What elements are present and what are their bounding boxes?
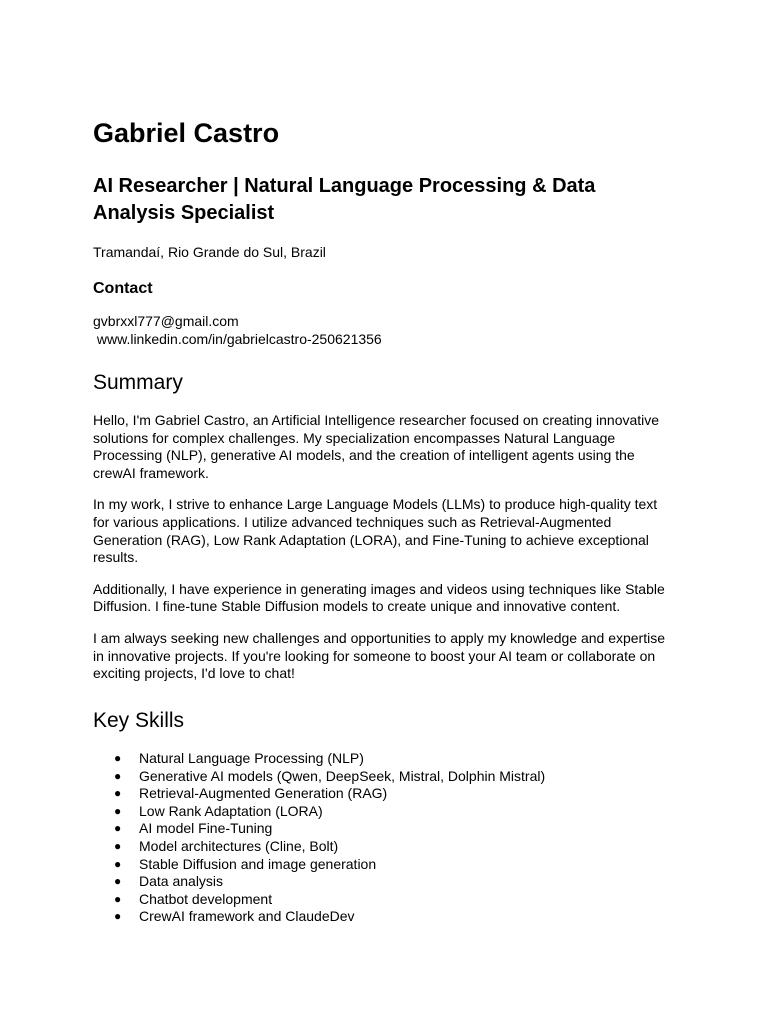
- bullet-icon: ●: [114, 838, 122, 853]
- linkedin-url: www.linkedin.com/in/gabrielcastro-250621356: [93, 330, 382, 347]
- skill-label: Data analysis: [139, 873, 224, 890]
- skill-label: Low Rank Adaptation (LORA): [139, 802, 323, 819]
- skill-item: [93, 785, 545, 803]
- skill-label: Stable Diffusion and image generation: [139, 855, 377, 872]
- skills-list: [93, 750, 545, 926]
- summary-paragraph: I am always seeking new challenges and opportunities to apply my knowledge and expertise in innovative projects. If you're looking for someone to boost your AI team or collaborate on exciting projects, I'd love to chat!: [93, 629, 666, 682]
- bullet-icon: ●: [114, 856, 122, 871]
- skill-label: Model architectures (Cline, Bolt): [139, 837, 339, 854]
- bullet-icon: ●: [114, 909, 122, 924]
- person-name: Gabriel Castro: [93, 118, 280, 148]
- location-text: Tramandaí, Rio Grande do Sul, Brazil: [93, 244, 326, 260]
- skill-item: [93, 873, 545, 891]
- summary-paragraph: Hello, I'm Gabriel Castro, an Artificial Intelligence researcher focused on creating innovative solutions for complex challenges. My specialization encompasses Natural Language Processing (NLP), generative AI models, and the creation of intelligent agents using the crewAI framework.: [93, 412, 660, 481]
- summary-heading: Summary: [93, 371, 183, 394]
- bullet-icon: ●: [114, 874, 122, 889]
- skill-label: AI model Fine-Tuning: [139, 820, 273, 837]
- bullet-icon: ●: [114, 786, 122, 801]
- email-text: gvbrxxl777@gmail.com: [93, 313, 239, 329]
- skill-label: Generative AI models (Qwen, DeepSeek, Mistral, Dolphin Mistral): [139, 767, 546, 784]
- bullet-icon: ●: [114, 751, 122, 765]
- contact-heading: Contact: [93, 280, 153, 297]
- skill-item: [93, 750, 545, 768]
- skill-item: [93, 891, 545, 909]
- summary-paragraph: In my work, I strive to enhance Large Language Models (LLMs) to produce high-quality text for various applications. I utilize advanced techniques such as Retrieval-Augmented Generation (RAG), Low Rank Adaptation (LORA), and Fine-Tuning to achieve exceptional results.: [93, 496, 658, 566]
- skill-item: [93, 908, 545, 926]
- skill-label: CrewAI framework and ClaudeDev: [139, 908, 355, 925]
- skill-item: [93, 856, 545, 874]
- skill-label: Retrieval-Augmented Generation (RAG): [139, 785, 388, 802]
- skill-item: [93, 768, 545, 786]
- skill-item: [93, 838, 545, 856]
- key-skills-heading: Key Skills: [93, 709, 185, 732]
- contact-block: [93, 313, 382, 348]
- summary-paragraph: Additionally, I have experience in generating images and videos using techniques like Stable Diffusion. I fine-tune Stable Diffusion models to create unique and innovative content.: [93, 580, 665, 615]
- bullet-icon: ●: [114, 821, 122, 836]
- skill-item: [93, 803, 545, 821]
- skill-label: Natural Language Processing (NLP): [139, 750, 364, 766]
- bullet-icon: ●: [114, 803, 122, 818]
- bullet-icon: ●: [114, 891, 122, 906]
- skill-item: [93, 820, 545, 838]
- bullet-icon: ●: [114, 768, 122, 783]
- skill-label: Chatbot development: [139, 890, 273, 907]
- summary-body: [93, 412, 675, 697]
- professional-headline: AI Researcher | Natural Language Processing & Data Analysis Specialist: [93, 175, 596, 224]
